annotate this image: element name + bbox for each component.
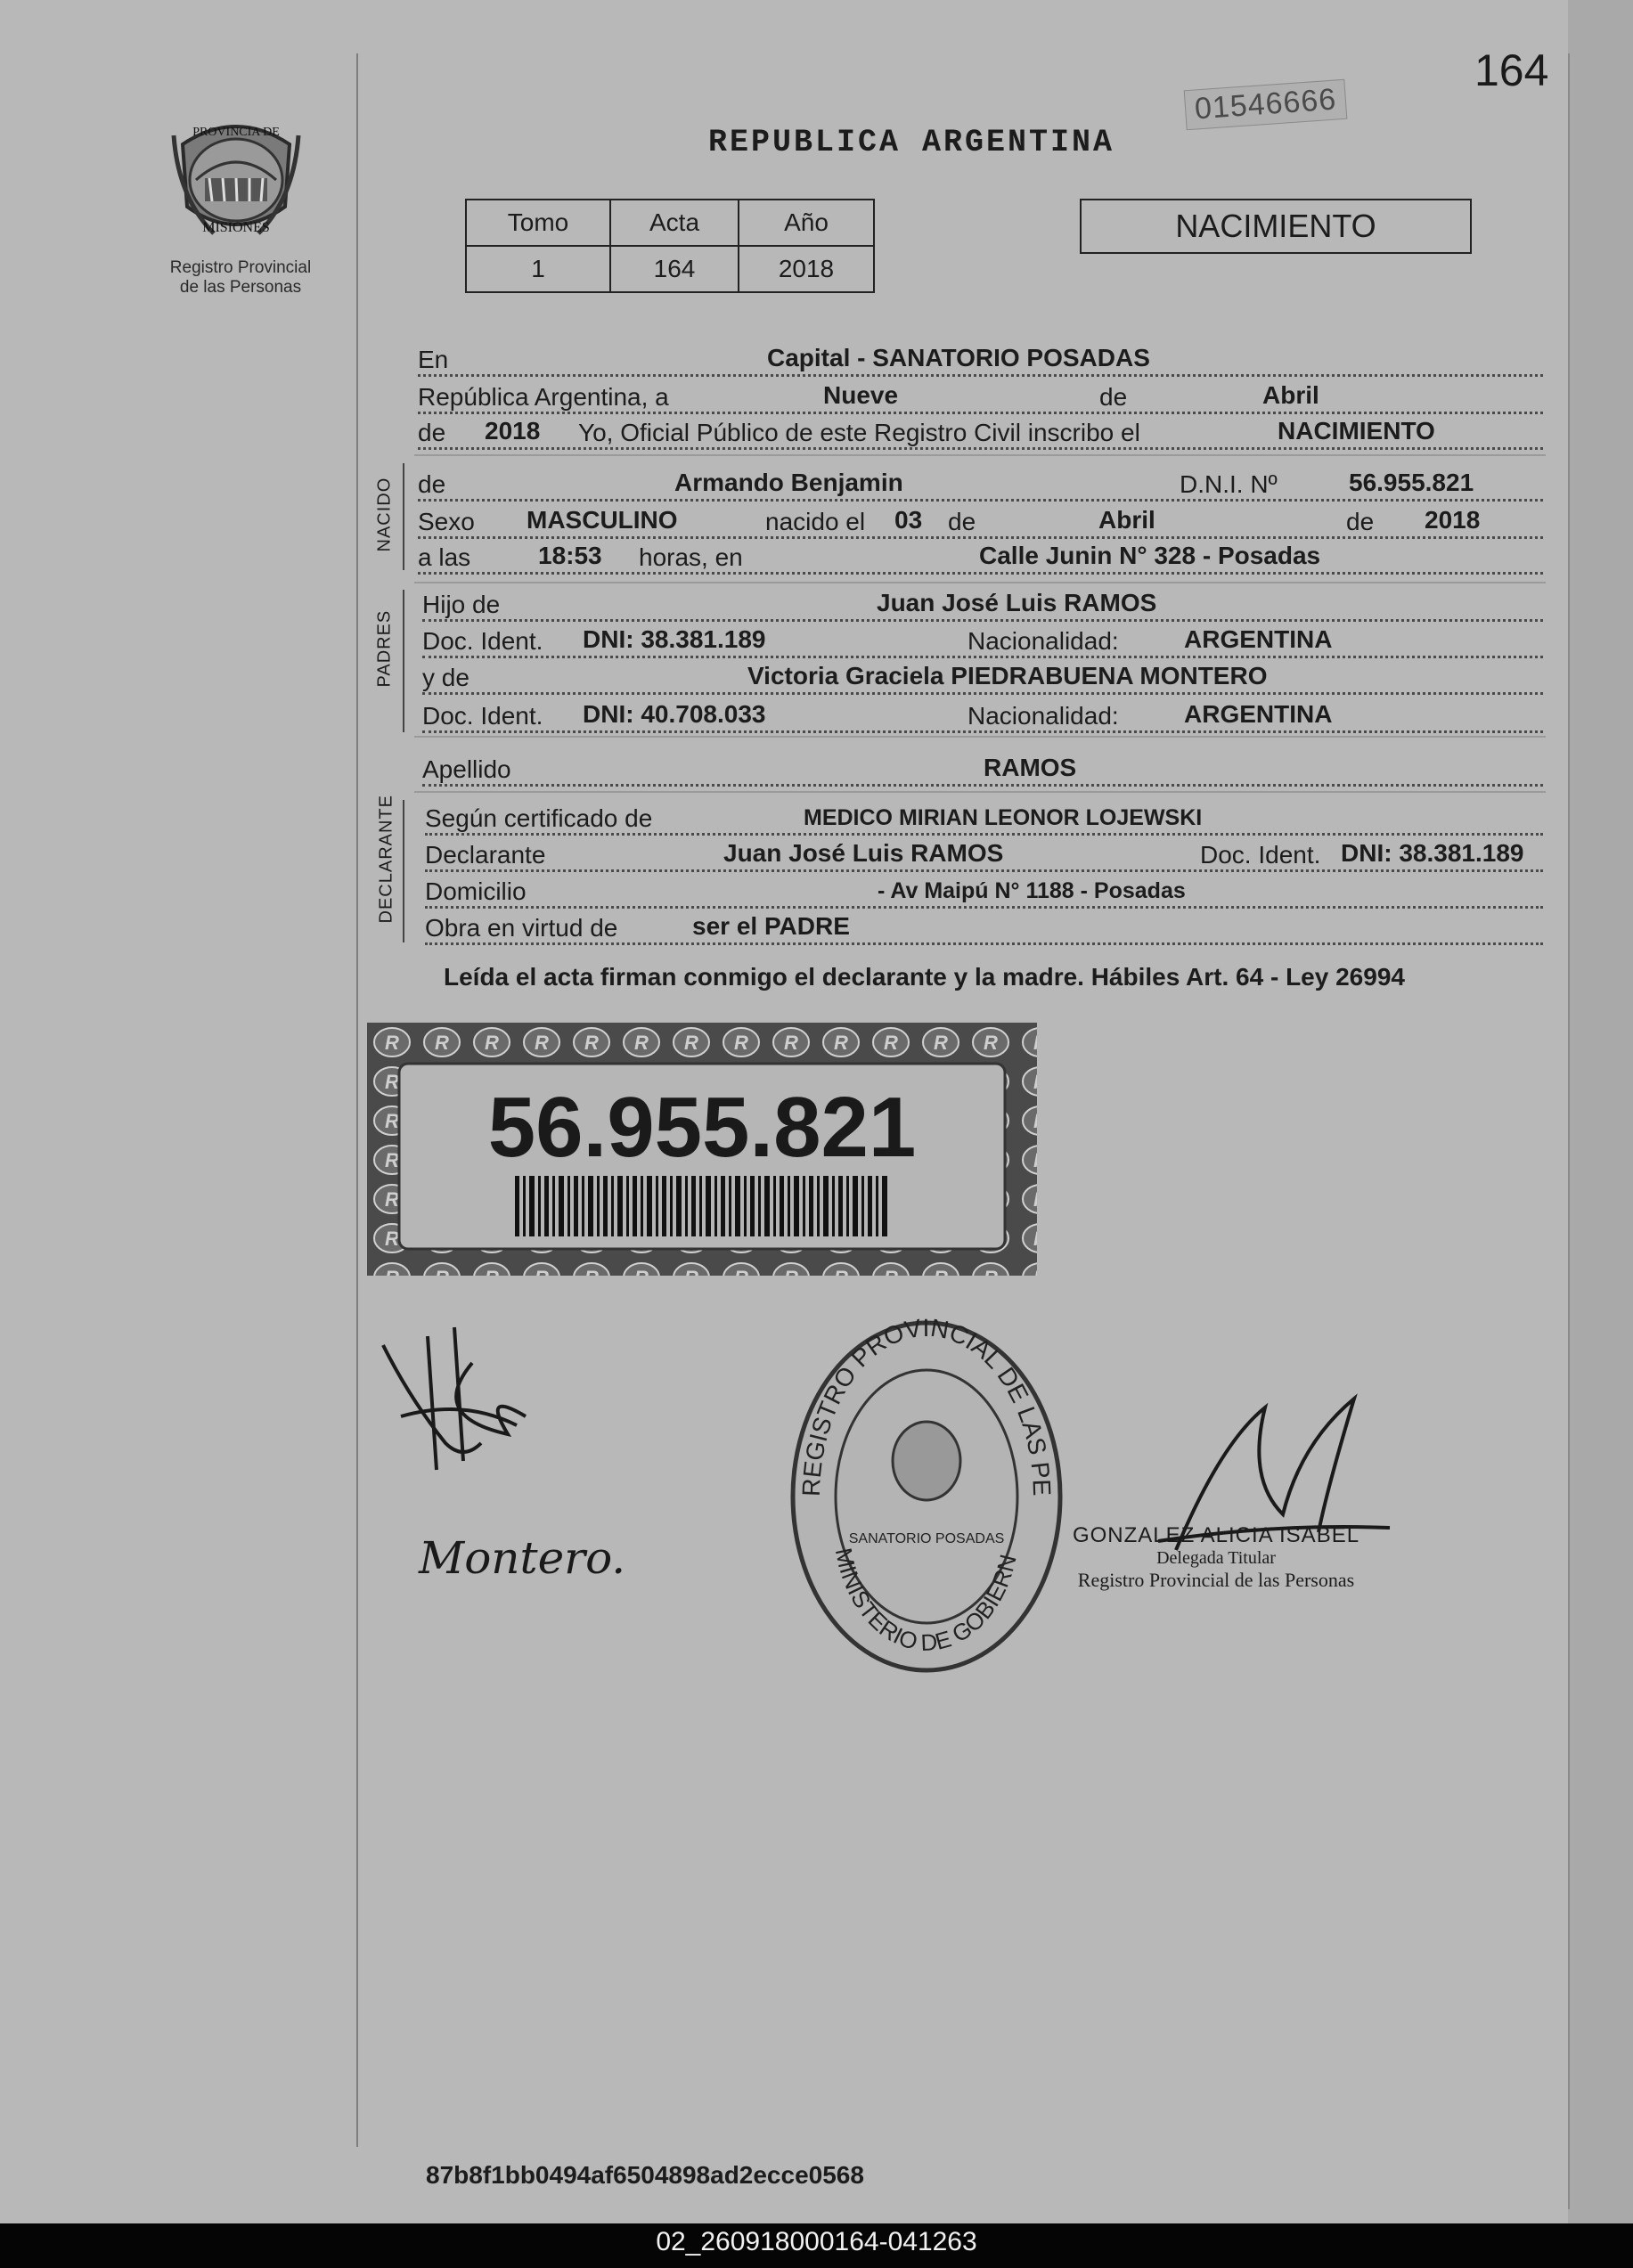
page-title: REPUBLICA ARGENTINA	[708, 125, 1115, 160]
line-padre	[422, 583, 1543, 622]
apellido-value: RAMOS	[984, 754, 1077, 781]
nac-dia-value: 03	[894, 506, 923, 534]
inscribe-value: NACIMIENTO	[1278, 417, 1435, 445]
serial-stamp: 01546666	[1184, 79, 1348, 131]
obra-label: Obra en virtud de	[425, 914, 618, 942]
separator	[414, 736, 1546, 738]
alas-label: a las	[418, 543, 471, 571]
line-hora	[418, 536, 1543, 575]
line-madre	[422, 657, 1543, 695]
registry-caption	[143, 258, 339, 298]
registry-seal-icon	[784, 1309, 1069, 1679]
sexo-value: MASCULINO	[527, 506, 678, 534]
separator	[414, 791, 1546, 793]
line-apellido	[422, 748, 1543, 787]
dni-label: D.N.I. Nº	[1180, 470, 1278, 498]
sexo-label: Sexo	[418, 508, 475, 535]
madre-nac-value: ARGENTINA	[1184, 700, 1333, 728]
closing-statement: Leída el acta firman conmigo el declarante y la madre. Hábiles Art. 64 - Ley 26994	[444, 963, 1405, 991]
id-stamp-number: 56.955.821	[487, 1080, 917, 1175]
registry-caption-line2: de las Personas	[179, 278, 302, 297]
line-inscribo	[418, 412, 1543, 450]
line-sexo	[418, 501, 1543, 539]
padre-doc-value: DNI: 38.381.189	[583, 625, 766, 653]
registry-caption-line1: Registro Provincial	[169, 258, 312, 277]
misiones-crest-icon	[160, 109, 312, 256]
domicilio-label: Domicilio	[425, 877, 527, 905]
yde-label: y de	[422, 664, 469, 691]
padres-bracket	[403, 590, 404, 732]
signature-mother: Montero.	[419, 1532, 626, 1584]
nac-anio-value: 2018	[1425, 506, 1481, 534]
de-label-5: de	[1346, 508, 1375, 535]
footer-code: 02_260918000164-041263	[656, 2227, 977, 2256]
madre-doc-value: DNI: 40.708.033	[583, 700, 766, 728]
en-value: Capital - SANATORIO POSADAS	[767, 344, 1150, 371]
official-role: Delegada Titular	[1156, 1548, 1276, 1568]
doc-label: Doc. Ident.	[422, 627, 543, 655]
rep-label: República Argentina, a	[418, 383, 669, 411]
crest-bottom-text: MISIONES	[202, 220, 270, 235]
de-label-4: de	[948, 508, 976, 535]
nombre-value: Armando Benjamin	[674, 469, 903, 496]
separator	[414, 454, 1546, 456]
section-declarante: DECLARANTE	[376, 795, 396, 924]
record-meta-table	[465, 199, 875, 293]
meta-header-acta: Acta	[610, 200, 739, 246]
en-label: En	[418, 346, 449, 373]
section-nacido: NACIDO	[374, 477, 395, 552]
crest-top-text: PROVINCIA DE	[192, 126, 280, 139]
lugar-value: Calle Junin N° 328 - Posadas	[979, 542, 1321, 569]
section-padres: PADRES	[374, 609, 395, 688]
declarante-value: Juan José Luis RAMOS	[723, 839, 1004, 867]
line-en	[418, 339, 1543, 377]
mes-value: Abril	[1262, 381, 1319, 409]
doc-label-2: Doc. Ident.	[422, 702, 543, 730]
declarante-doc-value: DNI: 38.381.189	[1341, 839, 1524, 867]
meta-value-anio: 2018	[739, 246, 874, 292]
nacionalidad-label-2: Nacionalidad:	[968, 702, 1119, 730]
de-label: de	[1099, 383, 1128, 411]
hijo-label: Hijo de	[422, 591, 501, 618]
hora-value: 18:53	[538, 542, 602, 569]
anio-value: 2018	[485, 417, 541, 445]
apellido-label: Apellido	[422, 755, 511, 783]
line-obra	[425, 907, 1543, 945]
cert-label: Según certificado de	[425, 804, 653, 832]
meta-header-anio: Año	[739, 200, 874, 246]
line-certificado	[425, 797, 1543, 836]
right-margin-rule	[1568, 53, 1570, 2209]
cert-value: MEDICO MIRIAN LEONOR LOJEWSKI	[804, 805, 1203, 830]
id-number-stamp	[367, 1023, 1037, 1276]
line-domicilio	[425, 870, 1543, 909]
declarante-bracket	[403, 800, 404, 942]
line-padre-doc	[422, 620, 1543, 658]
obra-value: ser el PADRE	[692, 912, 850, 940]
official-office: Registro Provincial de las Personas	[1077, 1569, 1355, 1591]
meta-value-tomo: 1	[466, 246, 610, 292]
declarante-label: Declarante	[425, 841, 546, 869]
seal-inner-text: SANATORIO POSADAS	[848, 1531, 1005, 1546]
record-type-box: NACIMIENTO	[1080, 199, 1472, 254]
line-declarante	[425, 834, 1543, 872]
nacido-label: nacido el	[765, 508, 866, 535]
signature-father	[374, 1309, 552, 1492]
meta-header-tomo: Tomo	[466, 200, 610, 246]
line-madre-doc	[422, 695, 1543, 733]
horas-label: horas, en	[639, 543, 743, 571]
left-margin-rule	[356, 53, 358, 2147]
de-label-3: de	[418, 470, 446, 498]
seal-bottom-text: MINISTERIO DE GOBIERN	[829, 1546, 1022, 1656]
padre-value: Juan José Luis RAMOS	[877, 589, 1157, 616]
official-name: GONZALEZ ALICIA ISABEL	[1072, 1523, 1360, 1547]
doc-label-3: Doc. Ident.	[1200, 841, 1321, 869]
domicilio-value: - Av Maipú N° 1188 - Posadas	[878, 878, 1186, 903]
dni-value: 56.955.821	[1349, 469, 1474, 496]
dia-value: Nueve	[823, 381, 899, 409]
official-block	[1051, 1523, 1381, 1592]
de-label-2: de	[418, 419, 446, 446]
meta-value-acta: 164	[610, 246, 739, 292]
seal-outer-text: REGISTRO PROVINCIAL DE LAS PE	[796, 1313, 1057, 1497]
nac-mes-value: Abril	[1098, 506, 1155, 534]
madre-value: Victoria Graciela PIEDRABUENA MONTERO	[747, 662, 1268, 689]
page-number: 164	[1474, 45, 1549, 95]
document-hash: 87b8f1bb0494af6504898ad2ecce0568	[426, 2161, 864, 2189]
yo-text: Yo, Oficial Público de este Registro Civil inscribo el	[578, 419, 1140, 446]
nacido-bracket	[403, 463, 404, 570]
line-fecha	[418, 376, 1543, 414]
nacionalidad-label: Nacionalidad:	[968, 627, 1119, 655]
padre-nac-value: ARGENTINA	[1184, 625, 1333, 653]
line-nombre	[418, 463, 1543, 502]
